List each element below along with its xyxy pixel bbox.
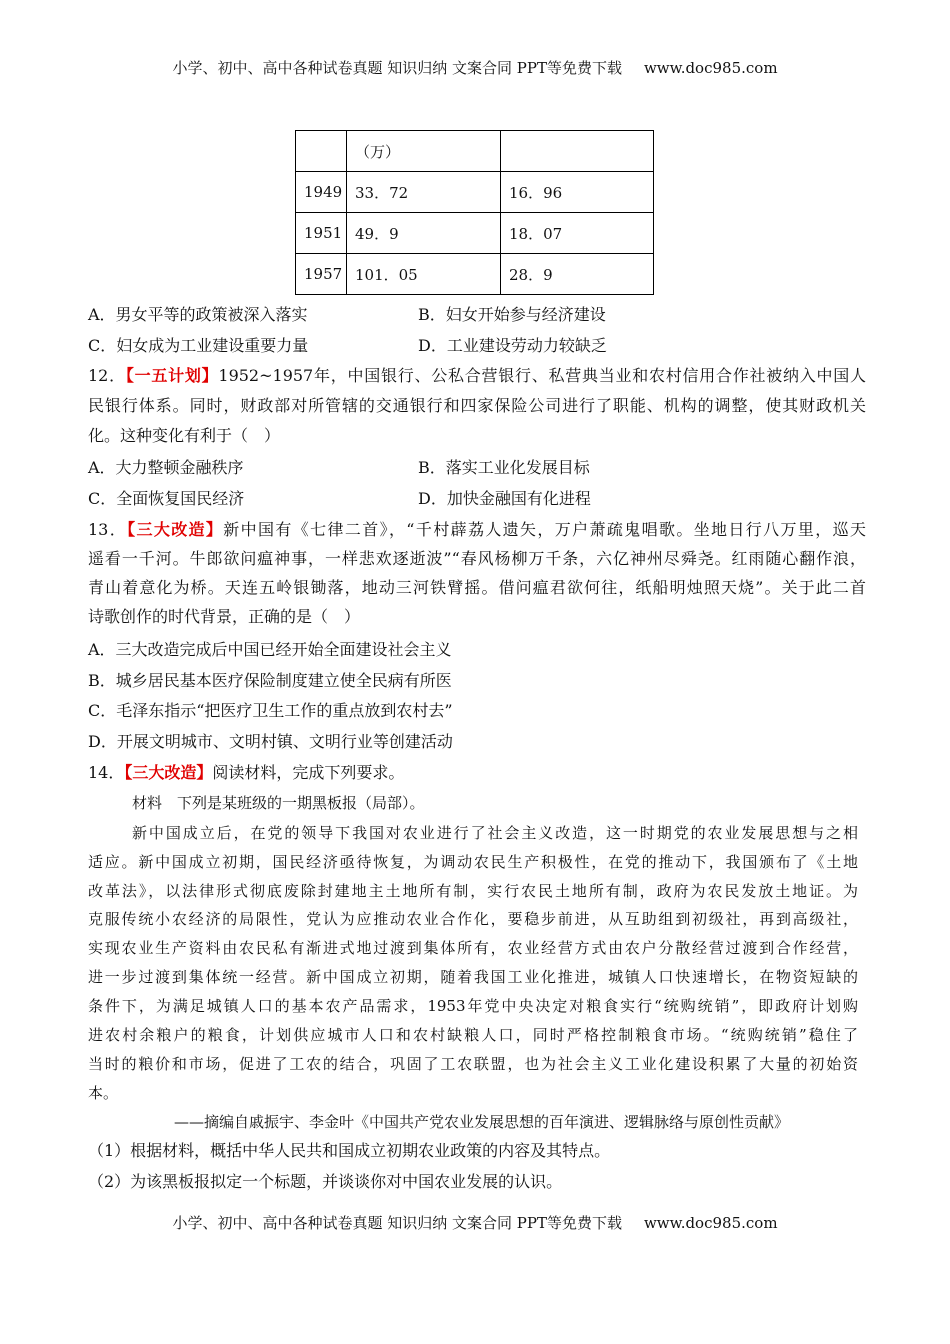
q13-stem-line: 遥看一千河。牛郎欲问瘟神事，一样悲欢逐逝波”“春风杨柳万千条，六亿神州尽舜尧。红雨随心翻作浪，: [88, 549, 866, 568]
material-line: 克服传统小农经济的局限性，党认为应推动农业合作化，要稳步前进，从互助组到初级社，再到高级社，: [88, 910, 858, 928]
stem-text: 1952~1957年，中国银行、公私合营银行、私营典当业和农村信用合作社被纳入中国人: [218, 366, 866, 385]
topic-tag: 【一五计划】: [125, 366, 219, 385]
q11-option-b: B．妇女开始参与经济建设: [418, 305, 606, 324]
material-line: 当时的粮价和市场，促进了工农的结合，巩固了工农联盟，也为社会主义工业化建设积累了大量的初始资: [88, 1055, 858, 1073]
q13-option-a: A．三大改造完成后中国已经开始全面建设社会主义: [88, 640, 452, 659]
q11-option-c: C．妇女成为工业建设重要力量: [88, 336, 309, 355]
q12-option-d: D．加快金融国有化进程: [418, 489, 591, 508]
q14-stem: [88, 763, 404, 783]
q14-subquestion-1: （1）根据材料，概括中华人民共和国成立初期农业政策的内容及其特点。: [88, 1141, 611, 1160]
data-table: [295, 130, 654, 295]
table-cell: 33．72: [347, 172, 501, 213]
topic-tag: 【三大改造】: [124, 763, 213, 782]
material-title: 材料 下列是某班级的一期黑板报（局部）。: [132, 794, 425, 812]
q14-subquestion-2: （2）为该黑板报拟定一个标题，并谈谈你对中国农业发展的认识。: [88, 1172, 563, 1191]
table-cell: 1957: [296, 254, 347, 295]
table-row: [296, 254, 654, 295]
table-cell: 101．05: [347, 254, 501, 295]
q13-option-b: B．城乡居民基本医疗保险制度建立使全民病有所医: [88, 671, 452, 690]
material-line: 条件下，为满足城镇人口的基本农产品需求，1953年党中央决定对粮食实行“统购统销”，即政府计划购: [88, 997, 858, 1015]
material-line: 实现农业生产资料由农民私有渐进式地过渡到集体所有，农业经营方式由农户分散经营过渡到合作经营，: [88, 939, 858, 957]
q13-stem-line: 诗歌创作的时代背景，正确的是（ ）: [88, 607, 361, 626]
q12-stem-line: [88, 366, 866, 386]
header-url[interactable]: www.doc985.com: [643, 59, 778, 77]
table-cell: 49．9: [347, 213, 501, 254]
material-line: 新中国成立后，在党的领导下我国对农业进行了社会主义改造，这一时期党的农业发展思想与之相: [132, 824, 858, 842]
table-cell: 16．96: [501, 172, 654, 213]
stem-text: 新中国有《七律二首》，“千村薜荔人遗矢，万户萧疏鬼唱歌。坐地日行八万里，巡天: [223, 520, 866, 539]
table-cell: 1951: [296, 213, 347, 254]
q11-option-a: A．男女平等的政策被深入落实: [88, 305, 308, 324]
q12-option-c: C．全面恢复国民经济: [88, 489, 245, 508]
q13-option-d: D．开展文明城市、文明村镇、文明行业等创建活动: [88, 732, 453, 751]
material-line: 进一步过渡到集体统一经营。新中国成立初期，随着我国工业化推进，城镇人口快速增长，在物资短缺的: [88, 968, 858, 986]
table-cell: [501, 131, 654, 172]
table-cell: 18．07: [501, 213, 654, 254]
table-cell: （万）: [347, 131, 501, 172]
stem-text: 阅读材料，完成下列要求。: [212, 763, 405, 782]
table-row: [296, 213, 654, 254]
material-source: ——摘编自戚振宇、李金叶《中国共产党农业发展思想的百年演进、逻辑脉络与原创性贡献》: [174, 1113, 790, 1131]
topic-tag: 【三大改造】: [127, 520, 224, 539]
material-line: 适应。新中国成立初期，国民经济亟待恢复，为调动农民生产积极性，在党的推动下，我国颁布了《土地: [88, 853, 858, 871]
q11-option-d: D．工业建设劳动力较缺乏: [418, 336, 607, 355]
table-row: [296, 131, 654, 172]
table-row: [296, 172, 654, 213]
question-number: 12．: [88, 366, 126, 385]
header-text: 小学、初中、高中各种试卷真题 知识归纳 文案合同 PPT等免费下载: [172, 59, 622, 77]
footer-url[interactable]: www.doc985.com: [643, 1214, 778, 1232]
footer-text: 小学、初中、高中各种试卷真题 知识归纳 文案合同 PPT等免费下载: [172, 1214, 622, 1232]
material-line: 进农村余粮户的粮食，计划供应城市人口和农村缺粮人口，同时严格控制粮食市场。“统购统销”稳住了: [88, 1026, 858, 1044]
table-cell: [296, 131, 347, 172]
q13-stem-line: 青山着意化为桥。天连五岭银锄落，地动三河铁臂摇。借问瘟君欲何往，纸船明烛照天烧”。关于此二首: [88, 578, 866, 597]
q12-stem-line: 化。这种变化有利于（ ）: [88, 426, 281, 445]
material-line: 改革法》，以法律形式彻底废除封建地主土地所有制，实行农民土地所有制，政府为农民发放土地证。为: [88, 882, 858, 900]
question-number: 14．: [88, 763, 125, 782]
q12-option-a: A．大力整顿金融秩序: [88, 458, 244, 477]
q13-stem-line: [88, 520, 866, 540]
table-cell: 1949: [296, 172, 347, 213]
page-footer: [0, 1213, 950, 1233]
q12-option-b: B．落实工业化发展目标: [418, 458, 590, 477]
q12-stem-line: 民银行体系。同时，财政部对所管辖的交通银行和四家保险公司进行了职能、机构的调整，使其财政机关: [88, 396, 866, 415]
material-line: 本。: [88, 1084, 119, 1102]
table-cell: 28．9: [501, 254, 654, 295]
question-number: 13．: [88, 520, 128, 539]
q13-option-c: C．毛泽东指示“把医疗卫生工作的重点放到农村去”: [88, 701, 453, 720]
page-header: [0, 58, 950, 78]
